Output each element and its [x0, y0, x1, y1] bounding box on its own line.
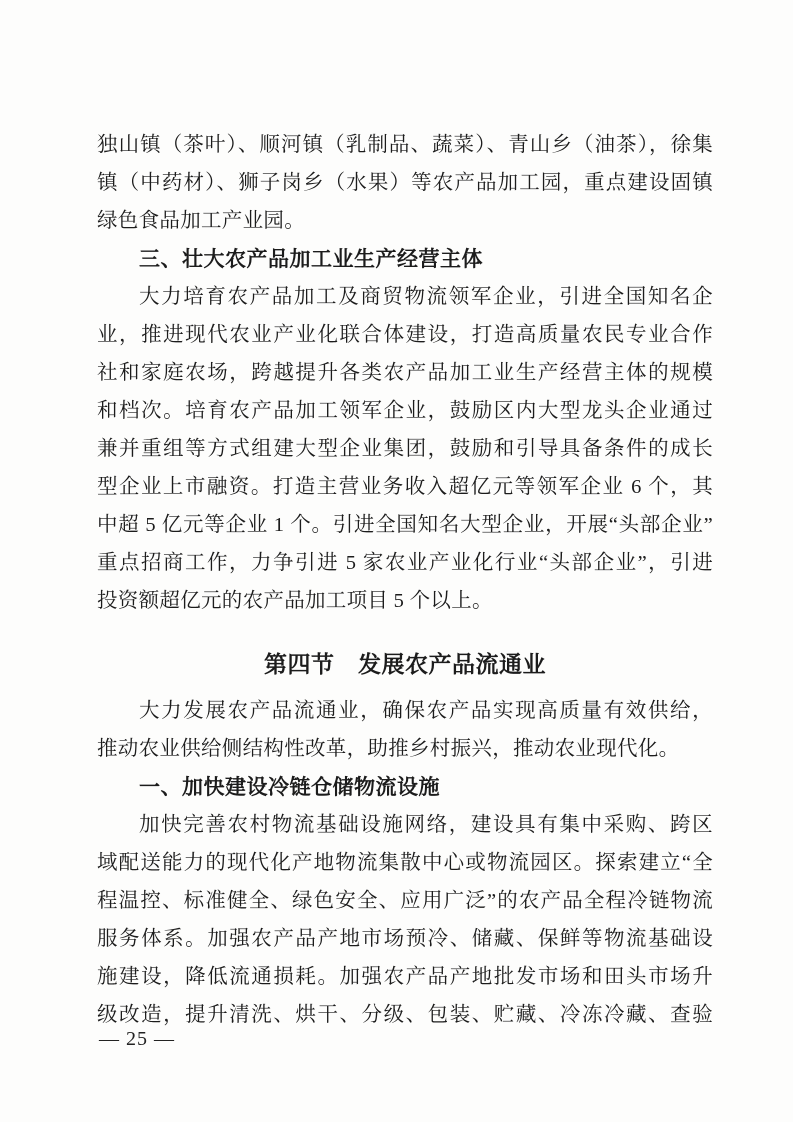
body-line: 级改造，提升清洗、烘干、分级、包装、贮藏、冷冻冷藏、查验: [97, 1004, 713, 1026]
body-line: 镇（中药材）、狮子岗乡（水果）等农产品加工园，重点建设固镇: [97, 172, 713, 194]
body-line: 中超 5 亿元等企业 1 个。引进全国知名大型企业，开展“头部企业”: [97, 514, 713, 536]
body-line: 施建设，降低流通损耗。加强农产品产地批发市场和田头市场升: [97, 966, 713, 988]
subsection-heading-one: 一、加快建设冷链仓储物流设施: [139, 775, 440, 799]
body-line: 域配送能力的现代化产地物流集散中心或物流园区。探索建立“全: [97, 852, 713, 874]
body-line: 投资额超亿元的农产品加工项目 5 个以上。: [97, 590, 493, 612]
body-line: 型企业上市融资。打造主营业务收入超亿元等领军企业 6 个，其: [97, 476, 713, 498]
body-line: 大力培育农产品加工及商贸物流领军企业，引进全国知名企: [139, 286, 713, 308]
text-block: [97, 126, 713, 1034]
paragraph-processing-parks: [97, 126, 713, 240]
body-line: 绿色食品加工产业园。: [97, 210, 305, 232]
body-line: 和档次。培育农产品加工领军企业，鼓励区内大型龙头企业通过: [97, 400, 713, 422]
body-line: 重点招商工作，力争引进 5 家农业产业化行业“头部企业”，引进: [97, 552, 713, 574]
body-line: 程温控、标准健全、绿色安全、应用广泛”的农产品全程冷链物流: [97, 890, 713, 912]
body-line: 独山镇（茶叶）、顺河镇（乳制品、蔬菜）、青山乡（油茶），徐集: [97, 134, 713, 156]
body-line: 业，推进现代农业产业化联合体建设，打造高质量农民专业合作: [97, 324, 713, 346]
paragraph-business-entities: [97, 278, 713, 620]
body-line: 推动农业供给侧结构性改革，助推乡村振兴，推动农业现代化。: [97, 738, 680, 760]
paragraph-circulation-intro: [97, 692, 713, 768]
body-line: 服务体系。加强农产品产地市场预冷、储藏、保鲜等物流基础设: [97, 928, 713, 950]
body-line: 大力发展农产品流通业，确保农产品实现高质量有效供给，: [139, 700, 713, 722]
body-line: 社和家庭农场，跨越提升各类农产品加工业生产经营主体的规模: [97, 362, 713, 384]
body-line: 加快完善农村物流基础设施网络，建设具有集中采购、跨区: [139, 814, 713, 836]
paragraph-coldchain-logistics: [97, 806, 713, 1034]
page-number: — 25 —: [99, 1028, 175, 1050]
subsection-heading-three: 三、壮大农产品加工业生产经营主体: [139, 247, 483, 271]
section-heading-four: 第四节 发展农产品流通业: [264, 651, 546, 677]
body-line: 兼并重组等方式组建大型企业集团，鼓励和引导具备条件的成长: [97, 438, 713, 460]
